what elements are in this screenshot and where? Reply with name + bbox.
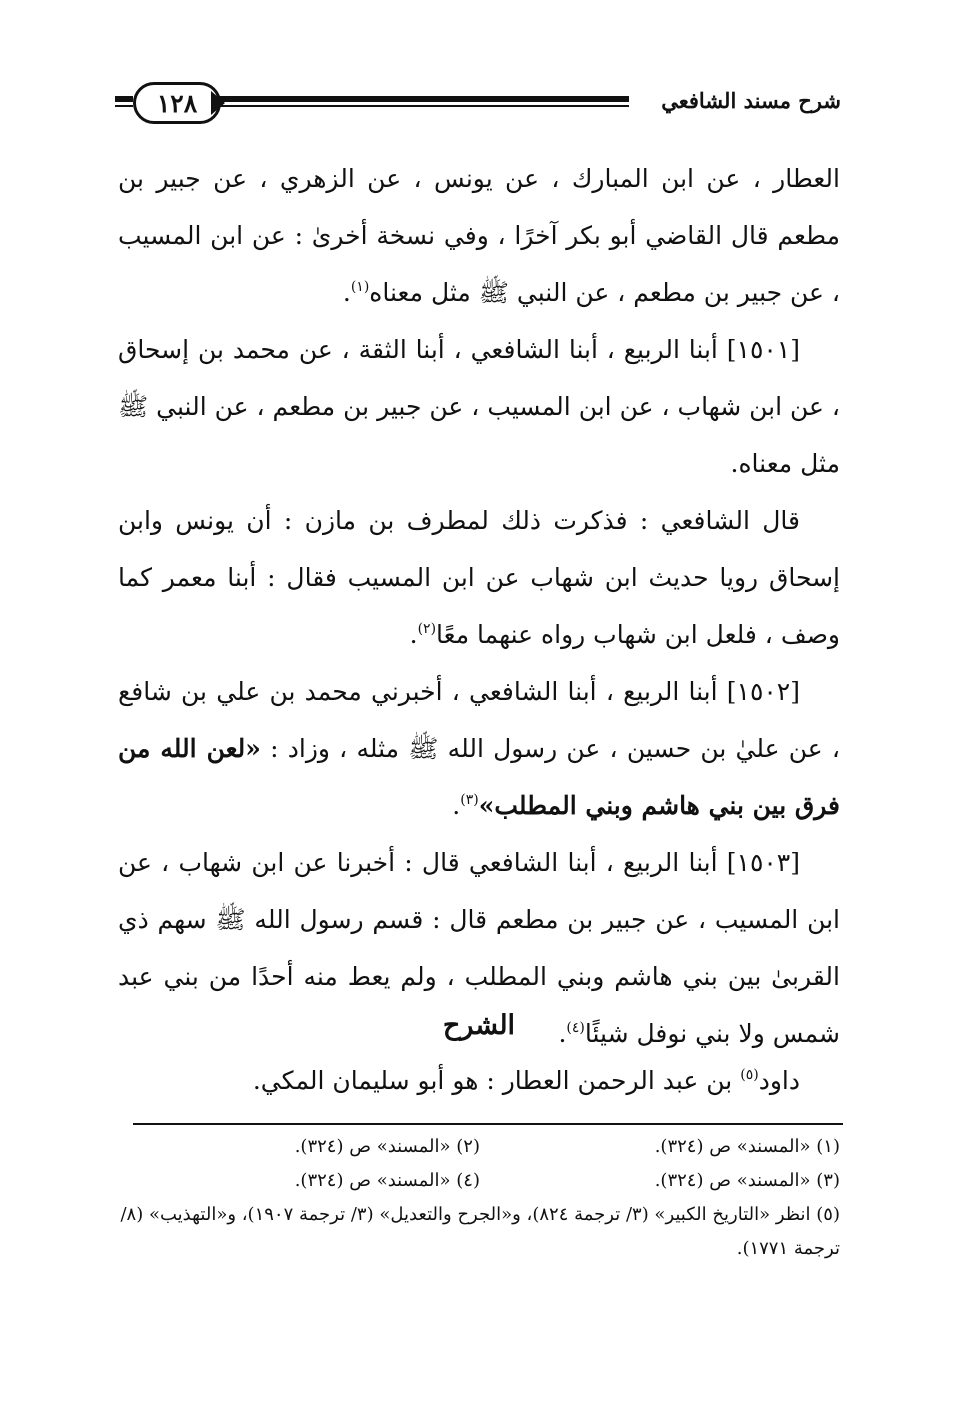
book-title: شرح مسند الشافعي: [661, 88, 841, 113]
header-rule: [219, 96, 629, 110]
footnotes: [118, 1130, 840, 1266]
footnote-2: (٢) «المسند» ص (٣٢٤).: [294, 1136, 480, 1157]
footnote-3: (٣) «المسند» ص (٣٢٤).: [654, 1170, 840, 1191]
paragraph-hadith-1503: [١٥٠٣] أبنا الربيع ، أبنا الشافعي قال : أخبرنا عن ابن شهاب ، عن ابن المسيب ، عن جبير بن مطعم قال : قسم رسول الله ﷺ سهم ذي القربىٰ بين بني هاشم وبني المطلب ، ولم يعط منه أحدًا من بني عبد شمس ولا بني نوفل شيئًا$^{(٤)}$.: [118, 848, 840, 1048]
page-number: ١٢٨: [133, 82, 221, 124]
paragraph-shafii-comment: قال الشافعي : فذكرت ذلك لمطرف بن مازن : أن يونس وابن إسحاق رويا حديث ابن شهاب عن ابن المسيب فقال : أبنا معمر كما وصف ، فلعل ابن شهاب رواه عنهما معًا$^{(٢)}$.: [118, 506, 840, 649]
footnote-row: [118, 1130, 840, 1164]
header-rule-tail: [115, 96, 133, 110]
footnote-separator: [133, 1123, 843, 1125]
footnote-1: (١) «المسند» ص (٣٢٤).: [654, 1136, 840, 1157]
commentary-text: داود$^{(٥)}$ بن عبد الرحمن العطار : هو أبو سليمان المكي.: [252, 1066, 800, 1095]
main-text: [118, 150, 840, 1062]
footnote-ref-1[interactable]: (١): [350, 279, 370, 295]
footnote-ref-3[interactable]: (٣): [460, 792, 479, 808]
paragraph-hadith-1502: [١٥٠٢] أبنا الربيع ، أبنا الشافعي ، أخبرني محمد بن علي بن شافع ، عن عليٰ بن حسين ، عن رسول الله ﷺ مثله ، وزاد : «لعن الله من فرق بين بني هاشم وبني المطلب»$^{(٣)}$.: [118, 677, 840, 820]
footnote-ref-5[interactable]: (٥): [740, 1067, 759, 1083]
footnote-ref-2[interactable]: (٢): [417, 621, 437, 637]
hadith-quote: «لعن الله من فرق بين بني هاشم وبني المطلب»: [118, 734, 840, 820]
footnote-5: (٥) انظر «التاريخ الكبير» (٣/ ترجمة ٨٢٤)، و«الجرح والتعديل» (٣/ ترجمة ١٩٠٧)، و«التهذيب» (٨/ ترجمة ١٧٧١).: [120, 1204, 840, 1259]
page-number-pointer: [211, 91, 225, 115]
footnote-4: (٤) «المسند» ص (٣٢٤).: [294, 1170, 480, 1191]
footnote-row: [118, 1164, 840, 1198]
running-header: [115, 82, 841, 132]
paragraph-hadith-1501: [١٥٠١] أبنا الربيع ، أبنا الشافعي ، أبنا الثقة ، عن محمد بن إسحاق ، عن ابن شهاب ، عن ابن المسيب ، عن جبير بن مطعم ، عن النبي ﷺ مثل معناه.: [118, 335, 840, 478]
section-heading: الشرح: [442, 1010, 516, 1041]
paragraph-1: العطار ، عن ابن المبارك ، عن يونس ، عن الزهري ، عن جبير بن مطعم قال القاضي أبو بكر آخرًا ، وفي نسخة أخرىٰ : عن ابن المسيب ، عن جبير بن مطعم ، عن النبي ﷺ مثل معناه$^{(١)}$.: [118, 164, 840, 307]
footnote-ref-4[interactable]: (٤): [566, 1020, 585, 1036]
